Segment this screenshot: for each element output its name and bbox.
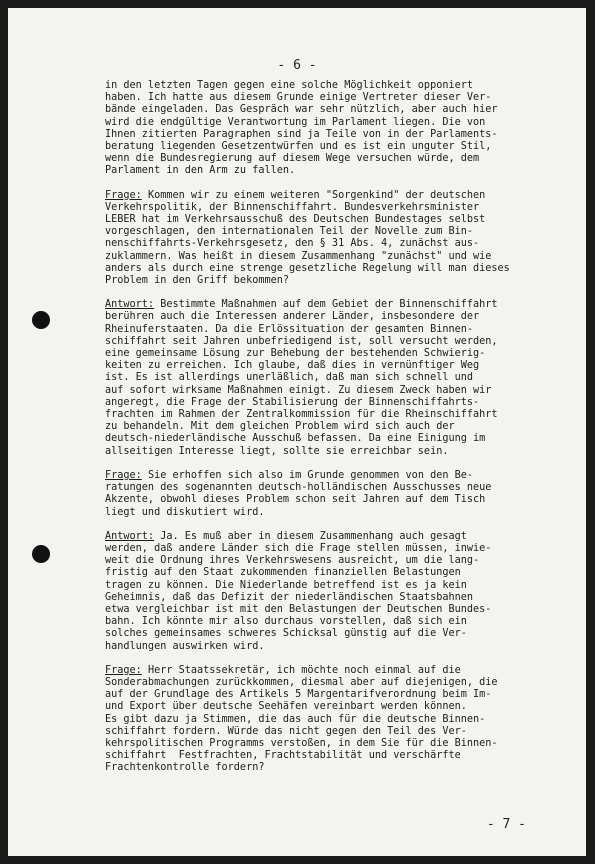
punch-hole-top [32, 311, 50, 329]
line-text: etwa vergleichbar ist mit den Belastungen der Deutschen Bundes- [105, 603, 492, 615]
line-text: kehrspolitischen Programms verstoßen, in dem Sie für die Binnen- [105, 737, 498, 749]
line-text: wird die endgültige Verantwortung im Parlament liegen. Die von [105, 116, 486, 128]
text-line [105, 153, 559, 165]
line-text: Sonderabmachungen zurückkommen, diesmal aber auf diejenigen, die [105, 676, 498, 688]
text-line [105, 494, 559, 506]
line-text: eine gemeinsame Lösung zur Behebung der bestehenden Schwierig- [105, 348, 486, 360]
line-text: solches gemeinsames schweres Schicksal günstig auf die Ver- [105, 628, 467, 640]
paragraph [105, 665, 559, 775]
line-text: LEBER hat im Verkehrsausschuß des Deutschen Bundestages selbst [105, 214, 486, 226]
line-text: Problem in den Griff bekommen? [105, 275, 290, 287]
text-line [105, 324, 559, 336]
text-line [105, 372, 559, 384]
text-line [105, 628, 559, 640]
line-text: haben. Ich hatte aus diesem Grunde einige Vertreter dieser Ver- [105, 92, 492, 104]
paragraph [105, 470, 559, 519]
text-line [105, 421, 559, 433]
text-line [105, 726, 559, 738]
paragraph [105, 80, 559, 178]
page-number: - 6 - [277, 58, 317, 73]
line-text: allseitigen Interesse liegt, sollte sie erreichbar sein. [105, 445, 449, 457]
text-line [105, 616, 559, 628]
speaker-label: Antwort: [105, 299, 155, 311]
line-text: auf der Grundlage des Artikels 5 Margentarifverordnung beim Im- [105, 689, 492, 701]
line-text: Sie erhoffen sich also im Grunde genommen von den Be- [141, 469, 474, 481]
line-text: keiten zu erreichen. Ich glaube, daß dies in vernünftiger Weg [105, 360, 480, 372]
text-line [105, 677, 559, 689]
interview-text [105, 80, 559, 787]
text-line [105, 531, 559, 543]
line-text: schiffahrt seit Jahren unbefriedigend ist, soll versucht werden, [105, 335, 498, 347]
line-text: deutsch-niederländische Ausschuß befassen. Da eine Einigung im [105, 433, 486, 445]
line-text: werden, daß andere Länder sich die Frage stellen müssen, inwie- [105, 542, 492, 554]
text-line [105, 385, 559, 397]
speaker-label: Frage: [105, 664, 142, 676]
text-line [105, 214, 559, 226]
line-text: berühren auch die Interessen anderer Länder, insbesondere der [105, 311, 480, 323]
line-text: zu behandeln. Mit dem gleichen Problem wird sich auch der [105, 421, 455, 433]
text-line [105, 202, 559, 214]
line-text: und Export über deutsche Seehäfen vereinbart werden können. [105, 701, 467, 713]
line-text: Es gibt dazu ja Stimmen, die das auch für die deutsche Binnen- [105, 713, 486, 725]
line-text: schiffahrt Festfrachten, Frachtstabilität und verschärfte [105, 750, 461, 762]
text-line [105, 360, 559, 372]
speaker-label: Frage: [105, 469, 142, 481]
text-line [105, 141, 559, 153]
text-line [105, 482, 559, 494]
text-line [105, 665, 559, 677]
text-line [105, 738, 559, 750]
paragraph [105, 299, 559, 458]
line-text: nenschiffahrts-Verkehrsgesetz, den § 31 Abs. 4, zunächst aus- [105, 238, 480, 250]
line-text: in den letzten Tagen gegen eine solche Möglichkeit opponiert [105, 80, 474, 91]
text-line [105, 226, 559, 238]
line-text: vorgeschlagen, den internationalen Teil der Novelle zum Bin- [105, 226, 474, 238]
text-line [105, 555, 559, 567]
text-line [105, 750, 559, 762]
text-line [105, 567, 559, 579]
line-text: Parlament in den Arm zu fallen. [105, 165, 296, 177]
line-text: tragen zu können. Die Niederlande betreffend ist es ja kein [105, 579, 467, 591]
text-line [105, 543, 559, 555]
text-line [105, 104, 559, 116]
line-text: anders als durch eine strenge gesetzliche Regelung will man dieses [105, 262, 510, 274]
line-text: angeregt, die Frage der Stabilisierung der Binnenschiffahrts- [105, 396, 480, 408]
text-line [105, 311, 559, 323]
line-text: auf sofort wirksame Maßnahmen einigt. Zu diesem Zweck haben wir [105, 384, 492, 396]
text-line [105, 117, 559, 129]
line-text: ratungen des sogenannten deutsch-holländischen Ausschusses neue [105, 482, 492, 494]
text-line [105, 507, 559, 519]
speaker-label: Frage: [105, 189, 142, 201]
text-line [105, 397, 559, 409]
line-text: beratung liegenden Gesetzentwürfen und es ist ein unguter Stil, [105, 141, 492, 153]
next-page-reference: - 7 - [486, 817, 526, 832]
paragraph [105, 190, 559, 288]
text-line [105, 701, 559, 713]
line-text: Geheimnis, daß das Defizit der niederländischen Staatsbahnen [105, 591, 474, 603]
line-text: Verkehrspolitik, der Binnenschiffahrt. Bundesverkehrsminister [105, 201, 480, 213]
document-page [8, 8, 586, 856]
line-text: schiffahrt fordern. Würde das nicht gegen den Teil des Ver- [105, 725, 467, 737]
line-text: Herr Staatssekretär, ich möchte noch einmal auf die [141, 664, 461, 676]
line-text: Akzente, obwohl dieses Problem schon seit Jahren auf dem Tisch [105, 494, 486, 506]
text-line [105, 409, 559, 421]
line-text: handlungen auswirken wird. [105, 640, 265, 652]
line-text: Bestimmte Maßnahmen auf dem Gebiet der Binnenschiffahrt [154, 299, 498, 311]
line-text: bände eingeladen. Das Gespräch war sehr nützlich, aber auch hier [105, 104, 498, 116]
text-line [105, 348, 559, 360]
text-line [105, 275, 559, 287]
line-text: Rheinuferstaaten. Da die Erlössituation der gesamten Binnen- [105, 323, 474, 335]
line-text: Ja. Es muß aber in diesem Zusammenhang auch gesagt [154, 530, 467, 542]
line-text: Frachtenkontrolle fordern? [105, 762, 265, 774]
text-line [105, 299, 559, 311]
line-text: weit die Ordnung ihres Verkehrswesens ausreicht, um die lang- [105, 555, 480, 567]
text-line [105, 336, 559, 348]
text-line [105, 129, 559, 141]
line-text: Kommen wir zu einem weiteren "Sorgenkind" der deutschen [141, 189, 486, 201]
paragraph [105, 531, 559, 653]
text-line [105, 714, 559, 726]
text-line [105, 433, 559, 445]
line-text: wenn die Bundesregierung auf diesem Wege versuchen würde, dem [105, 153, 480, 165]
text-line [105, 592, 559, 604]
text-line [105, 604, 559, 616]
line-text: liegt und diskutiert wird. [105, 506, 265, 518]
line-text: fristig auf den Staat zukommenden finanziellen Belastungen [105, 567, 461, 579]
text-line [105, 80, 559, 92]
text-line [105, 641, 559, 653]
line-text: ist. Es ist allerdings unerläßlich, daß man sich schnell und [105, 372, 474, 384]
text-line [105, 446, 559, 458]
text-line [105, 762, 559, 774]
text-line [105, 190, 559, 202]
text-line [105, 263, 559, 275]
text-line [105, 689, 559, 701]
line-text: Ihnen zitierten Paragraphen sind ja Teile von in der Parlaments- [105, 128, 498, 140]
text-line [105, 238, 559, 250]
text-line [105, 470, 559, 482]
line-text: bahn. Ich könnte mir also durchaus vorstellen, daß sich ein [105, 616, 467, 628]
text-line [105, 165, 559, 177]
text-line [105, 251, 559, 263]
line-text: zuklammern. Was heißt in diesem Zusammenhang "zunächst" und wie [105, 250, 492, 262]
speaker-label: Antwort: [105, 530, 155, 542]
punch-hole-bottom [32, 545, 50, 563]
text-line [105, 92, 559, 104]
text-line [105, 580, 559, 592]
line-text: frachten im Rahmen der Zentralkommission für die Rheinschiffahrt [105, 409, 498, 421]
